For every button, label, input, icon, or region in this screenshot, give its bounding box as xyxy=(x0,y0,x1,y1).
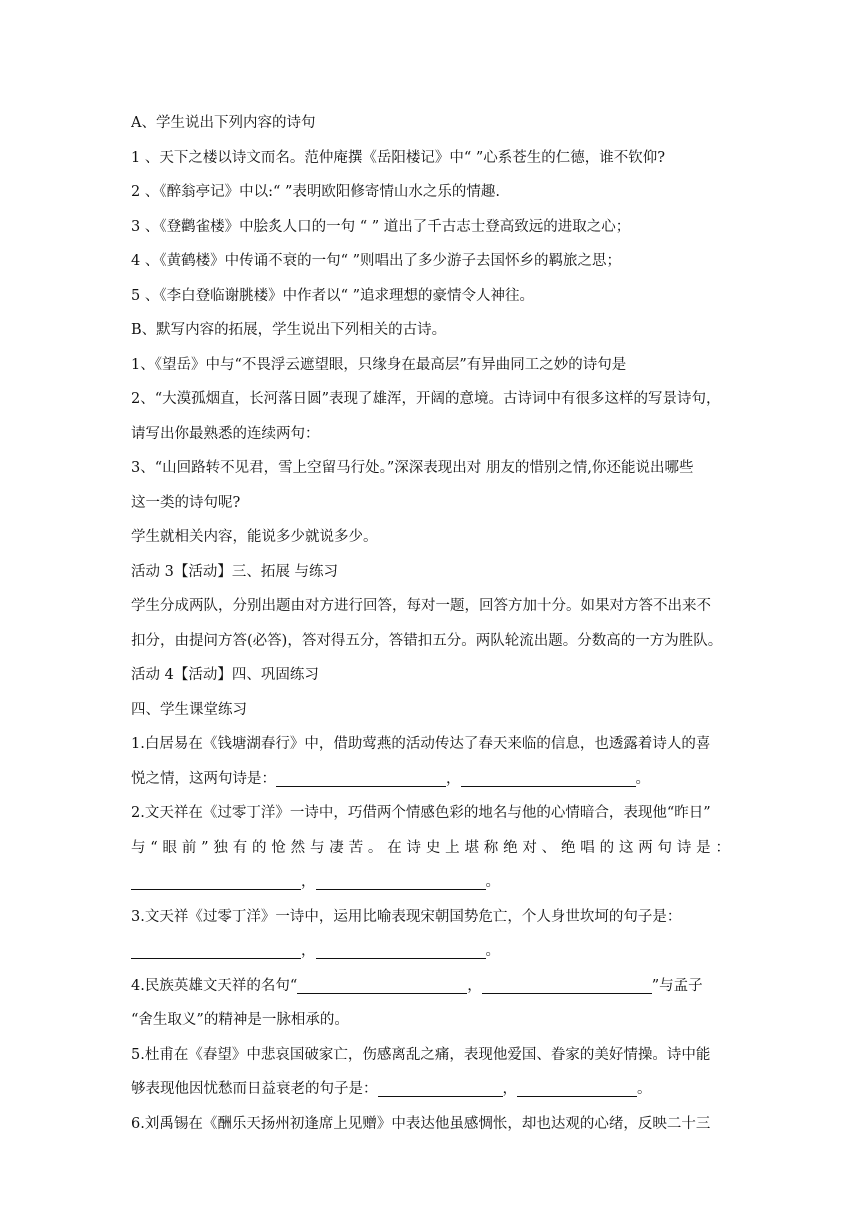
section-a-item-1: 1 、天下之楼以诗文而名。范仲庵撰《岳阳楼记》中“ ”心系苍生的仁德，谁不钦仰? xyxy=(131,149,666,166)
answer-blank[interactable] xyxy=(461,770,636,787)
period: 。 xyxy=(485,874,500,890)
answer-blank[interactable] xyxy=(482,977,652,994)
answer-blank[interactable] xyxy=(316,942,486,959)
question-4-line-1 xyxy=(131,969,731,1004)
question-1-line-2 xyxy=(131,762,731,797)
section-a-item-4: 4 、《黄鹤楼》中传诵不衰的一句“ ”则唱出了多少游子去国怀乡的羁旅之思； xyxy=(131,253,622,269)
section-b-heading: B、默写内容的拓展，学生说出下列相关的古诗。 xyxy=(131,322,447,338)
question-5-prefix: 够表现他因忧愁而日益衰老的句子是： xyxy=(131,1081,378,1097)
answer-blank[interactable] xyxy=(378,1080,503,1097)
comma: ， xyxy=(301,874,316,890)
section-b-item-3-line-1: 3、“山回路转不见君，雪上空留马行处。”深深表现出对 朋友的惜别之情,你还能说出哪些 xyxy=(131,460,694,476)
answer-blank[interactable] xyxy=(517,1080,637,1097)
section-b-item-2-line-1: 2、“大漠孤烟直，长河落日圆”表现了雄浑，开阔的意境。古诗词中有很多这样的写景诗句， xyxy=(131,391,721,407)
question-1-prefix: 悦之情，这两句诗是： xyxy=(131,770,276,787)
question-2-line-2: 与“眼前”独有的怆然与凄苦。在诗史上堪称绝对、绝唱的这两句诗是： xyxy=(131,839,731,856)
section-b-item-2-line-2: 请写出你最熟悉的连续两句： xyxy=(131,425,320,442)
answer-blank[interactable] xyxy=(276,770,446,787)
section-b-note: 学生就相关内容，能说多少就说多少。 xyxy=(131,529,378,545)
answer-blank[interactable] xyxy=(131,942,301,959)
comma: ， xyxy=(301,943,316,959)
question-3-line-1: 3.文天祥《过零丁洋》一诗中，运用比喻表现宋朝国势危亡，个人身世坎坷的句子是： xyxy=(131,908,682,925)
section-a-item-5: 5 、《李白登临谢朓楼》中作者以“ ”追求理想的豪情令人神往。 xyxy=(131,287,535,304)
question-2-answer-line xyxy=(131,865,731,900)
question-6-line-1: 6.刘禹锡在《酬乐天扬州初逢席上见赠》中表达他虽感惆怅，却也达观的心绪，反映二十三 xyxy=(131,1115,711,1132)
question-4-suffix: ”与孟子 xyxy=(651,977,703,994)
question-5-line-2 xyxy=(131,1072,731,1107)
activity-3-line-1: 学生分成两队，分别出题由对方进行回答，每对一题，回答方加十分。如果对方答不出来不 xyxy=(131,598,711,614)
question-5-line-1: 5.杜甫在《春望》中悲哀国破家亡，伤感离乱之痛，表现他爱国、眷家的美好情操。诗中能 xyxy=(131,1046,711,1063)
period: 。 xyxy=(485,943,500,959)
comma: ， xyxy=(502,1081,517,1097)
activity-3-heading: 活动 3【活动】三、拓展 与练习 xyxy=(131,563,338,580)
section-b-item-1: 1、《望岳》中与“不畏浮云遮望眼，只缘身在最高层”有异曲同工之妙的诗句是 xyxy=(131,356,627,373)
period: 。 xyxy=(635,770,650,787)
comma: ， xyxy=(446,770,461,787)
question-2-line-1: 2.文天祥在《过零丁洋》一诗中，巧借两个情感色彩的地名与他的心情暗合，表现他“昨日” xyxy=(131,805,711,821)
question-3-answer-line xyxy=(131,934,731,969)
section-b-item-3-line-2: 这一类的诗句呢? xyxy=(131,494,241,511)
document-body xyxy=(131,106,731,1141)
section-a-item-2: 2 、《醉翁亭记》中以:“ ”表明欧阳修寄情山水之乐的情趣. xyxy=(131,184,501,200)
comma: ， xyxy=(467,977,482,994)
question-4-line-2: “舍生取义”的精神是一脉相承的。 xyxy=(131,1012,349,1028)
section-a-heading: A、学生说出下列内容的诗句 xyxy=(131,115,316,131)
answer-blank[interactable] xyxy=(131,873,301,890)
section-a-item-3: 3 、《登鹳雀楼》中脍炙人口的一句 “ ” 道出了千古志士登高致远的进取之心； xyxy=(131,218,631,235)
activity-4-heading: 活动 4【活动】四、巩固练习 xyxy=(131,667,319,683)
answer-blank[interactable] xyxy=(297,977,467,994)
question-1-line-1: 1.白居易在《钱塘湖春行》中，借助莺燕的活动传达了春天来临的信息，也透露着诗人的喜 xyxy=(131,736,711,752)
activity-3-line-2: 扣分，由提问方答(必答)，答对得五分，答错扣五分。两队轮流出题。分数高的一方为胜队。 xyxy=(131,632,723,649)
period: 。 xyxy=(637,1081,652,1097)
exercise-subheading: 四、学生课堂练习 xyxy=(131,701,247,718)
question-4-prefix: 4.民族英雄文天祥的名句“ xyxy=(131,977,298,994)
answer-blank[interactable] xyxy=(316,873,486,890)
